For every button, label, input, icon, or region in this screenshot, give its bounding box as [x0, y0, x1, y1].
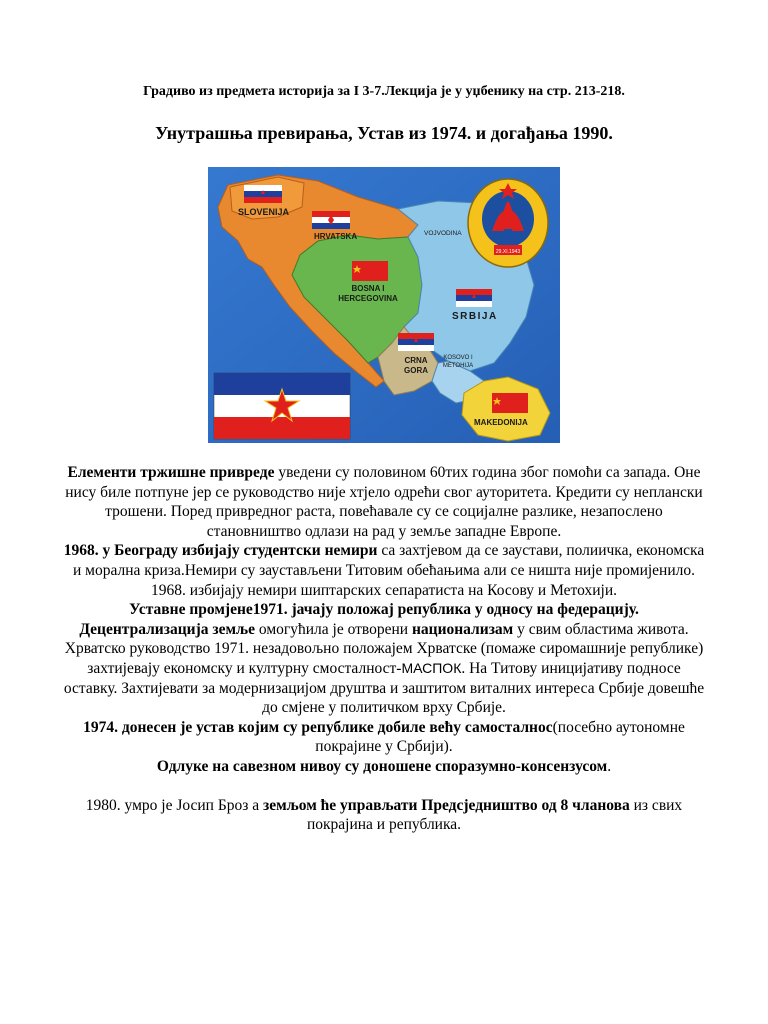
label-bosna-line1: BOSNA I [351, 284, 385, 293]
label-crna: CRNA [404, 356, 428, 365]
flag-makedonija [492, 393, 528, 413]
yugoslav-emblem [468, 179, 548, 267]
paragraph-student-protests: 1968. у Београду избијају студентски немири са захтјевом да се заустави, полиичка, економска и морална криза.Немири су заустављени Титовим обећањима али се ништа није промијенило. [63, 542, 705, 579]
flag-bosnia [352, 261, 388, 281]
label-gora: GORA [404, 366, 428, 375]
label-vojvodina: VOJVODINA [424, 230, 462, 237]
paragraph-gap [60, 777, 708, 796]
term-maspok: МАСПОК [401, 659, 462, 676]
lesson-body [60, 463, 708, 835]
paragraph-decentralization: Децентрализација земље омогућила је отворени национализам у свим областима живота. Хрватско руководство 1971. незадовољно положајем Хрватске (помаже сиромашније републике) захтијевају економску и културну смосталност-МАСПОК. На Титову иницијативу подносе оставку. Захтијевати за модернизацијом друштва и заштитом виталних интереса Србије довешће до смјене у политичком врху Србије. [63, 620, 705, 717]
paragraph-kosovo-unrest: 1968. избијају немири шиптарских сепаратиста на Косову и Метохији. [150, 581, 617, 599]
flag-crna-gora [398, 333, 434, 351]
label-slovenija: SLOVENIJA [238, 207, 290, 217]
term-market-elements: Елементи тржишне привреде [67, 464, 275, 481]
paragraph-consensus: Одлуке на савезном нивоу су доношене споразумно-консензусом. [156, 757, 612, 775]
paragraph-constitutional-changes: Уставне промјене1971. јачају положај република у односу на федерацију. [129, 601, 639, 619]
yugoslav-flag [214, 373, 350, 439]
yugoslavia-map-image [208, 167, 560, 443]
label-makedonija: MAKEDONIJA [474, 418, 528, 427]
label-kosovo-line1: KOSOVO I [443, 355, 473, 361]
paragraph-tito-death: 1980. умро је Јосип Броз а земљом ће управљати Предсједништво од 8 чланова из свих покрајина и република. [85, 796, 683, 834]
flag-slovenia [244, 185, 282, 203]
course-subtitle: Градиво из предмета историја за I 3-7.Лекција је у уџбенику на стр. 213-218. [143, 84, 625, 99]
label-kosovo-line2: METOHIJA [442, 363, 474, 369]
label-srbija: SRBIJA [452, 311, 498, 322]
label-bosna-line2: HERCEGOVINA [338, 294, 398, 303]
document-title: Унутрашња превирања, Устав из 1974. и догађања 1990. [155, 123, 613, 143]
label-hrvatska: HRVATSKA [314, 232, 358, 241]
svg-text:29.XI.1943: 29.XI.1943 [495, 249, 521, 255]
term-student-protests: 1968. у Београду избијају студентски немири [63, 542, 378, 560]
flag-hrvatska [312, 211, 350, 229]
flag-srbija [456, 289, 492, 307]
paragraph-constitution-1974: 1974. донесен је устав којим су републике добиле већу самосталнос(посебно аутономне покрајине у Србији). [83, 718, 685, 756]
paragraph-market-economy: Елементи тржишне привреде уведени су половином 60тих година због помоћи са запада. Оне нису биле потпуне јер се руководство није хтјело одрећи свог ауторитета. Кредити су неплански трошени. Поред привредног раста, повећавале су се социјалне разлике, незапослено становништво одлази на рад у земље западне Европе. [65, 464, 703, 540]
